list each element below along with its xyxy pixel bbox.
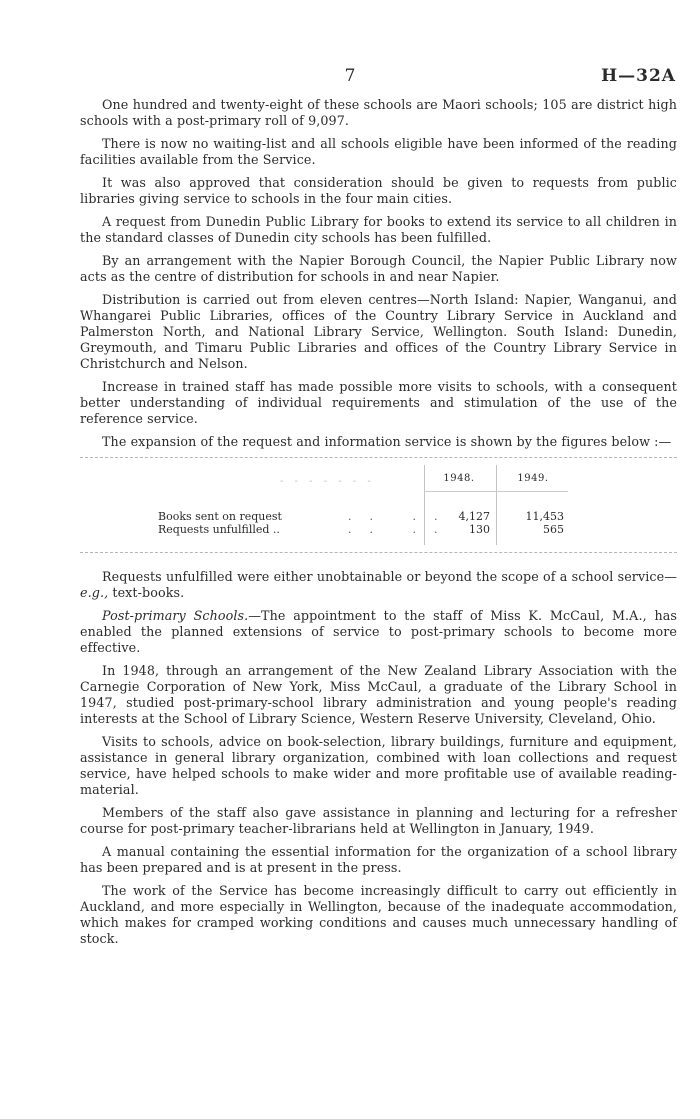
paragraph: The work of the Service has become increasingly difficult to carry out efficiently in Auckland, and more especially in Wellington, because of the inadequate accommodation, which makes for cramped working conditions and causes much unnecessary handling of stock. [80,883,677,946]
paragraph-text: —The appointment to the staff of Miss K. McCaul, M.A., has enabled the planned extensions of service to post-primary schools to become more effective. [80,608,677,655]
body-text [80,97,677,954]
row-leader: .. .. [348,523,456,536]
paragraph: In 1948, through an arrangement of the New Zealand Library Association with the Carnegie Corporation of New York, Miss McCaul, a graduate of the Library School in 1947, studied post-primary-school library administration and young people's reading interests at the School of Library Science, Western Reserve University, Cleveland, Ohio. [80,663,677,726]
table-top-rule [80,457,677,458]
header-rule [424,491,568,492]
paragraph-italic: e.g., [80,585,109,600]
table-row [158,510,578,524]
paragraph: Increase in trained staff has made possible more visits to schools, with a consequent better understanding of individual requirements and stimulation of the use of the reference service. [80,379,677,426]
statistics-table [80,457,677,553]
row-label: Books sent on request [158,510,282,523]
value-1949: 11,453 [525,510,564,523]
paragraph: By an arrangement with the Napier Borough Council, the Napier Public Library now acts as the centre of distribution for schools in and near Napier. [80,253,677,284]
paragraph: There is now no waiting-list and all schools eligible have been informed of the reading facilities available from the Service. [80,136,677,167]
paragraph: A manual containing the essential information for the organization of a school library has been prepared and is at present in the press. [80,844,677,875]
paragraph [80,608,677,656]
value-1949: 565 [543,523,564,536]
paragraph: Members of the staff also gave assistance in planning and lecturing for a refresher course for post-primary teacher-librarians held at Wellington in January, 1949. [80,805,677,836]
paragraph-text: text-books. [108,585,185,600]
paragraph [80,569,677,601]
table-stub-heading: - - - - - - - [280,476,375,487]
paragraph: One hundred and twenty-eight of these schools are Maori schools; 105 are district high schools with a post-primary roll of 9,097. [80,97,677,128]
section-heading-inline: Post-primary Schools. [102,608,249,623]
document-reference: H—32A [601,66,676,86]
paragraph: It was also approved that consideration should be given to requests from public libraries giving service to schools in the four main cities. [80,175,677,206]
column-header-1949: 1949. [517,473,549,484]
page-number: 7 [344,66,356,86]
value-1948: 130 [469,523,490,536]
paragraph: A request from Dunedin Public Library for books to extend its service to all children in the standard classes of Dunedin city schools has been fulfilled. [80,214,677,245]
column-header-1948: 1948. [443,473,475,484]
paragraph: Visits to schools, advice on book-selection, library buildings, furniture and equipment, assistance in general library organization, combined with loan collections and request service, have helped schools to make wider and more profitable use of available reading-material. [80,734,677,797]
value-1948: 4,127 [458,510,490,523]
paragraph: The expansion of the request and information service is shown by the figures below :— [102,434,672,449]
paragraph: Distribution is carried out from eleven centres—North Island: Napier, Wanganui, and Whangarei Public Libraries, offices of the Country Library Service in Auckland and Palmerston North, and National Library Service, Wellington. South Island: Dunedin, Greymouth, and Timaru Public Libraries and offices of the Country Library Service in Christchurch and Nelson. [80,292,677,371]
paragraph-text: Requests unfulfilled were either unobtainable or beyond the scope of a school service— [102,569,677,584]
table-bottom-rule [80,552,677,553]
row-label: Requests unfulfilled .. [158,523,280,536]
row-leader: .. .. [348,510,456,523]
table-row [158,523,578,537]
